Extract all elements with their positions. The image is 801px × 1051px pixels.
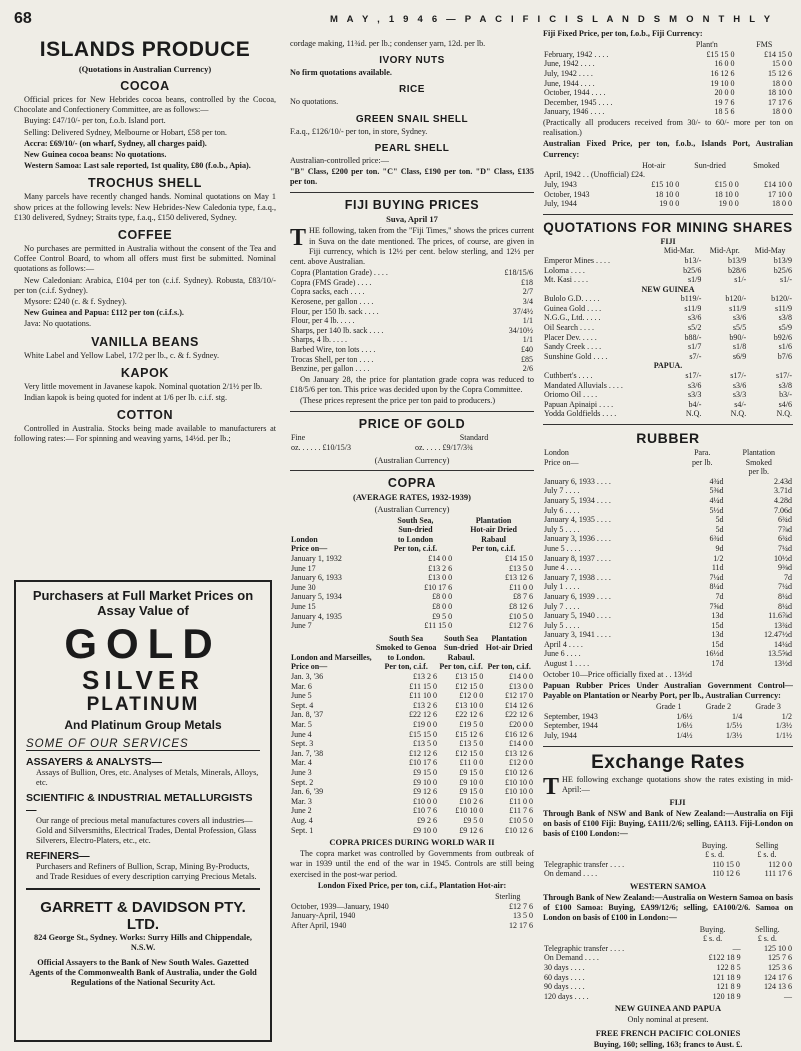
coffee-para: Java: No quotations. [24,319,92,329]
kapok-para: Indian kapok is being quoted for indent at 1/6 per lb. c.i.f. stg. [24,393,228,403]
exchange-ffp-para: Buying, 160; selling, 163; francs to Aust. £. [593,1039,743,1049]
ad-service-desc: Purchasers and Refiners of Bullion, Scrap, Mining By-Products, and Trade Residues of every description carrying Precious Metals. [36,862,257,881]
vanilla-heading: VANILLA BEANS [91,334,199,349]
fiji-para: (These prices represent the price per ton paid to producers.) [300,396,496,406]
aus-fixed-table [543,161,793,209]
table-row: April 4 . . . . 15d 14¼d [544,639,792,649]
column-islands-produce [14,38,276,446]
table-row: January, 1946 . . . . 18 5 6 18 0 0 [544,107,792,117]
ad-credentials: Official Assayers to the Bank of New South Wales. Gazetted Agents of the Commonwealth Bank of Australia, under the Gold Regulations of the National Security Act. [29,958,257,987]
green-snail-heading: GREEN SNAIL SHELL [355,113,469,125]
table-row: Benzine, per gallon . . . . 2/6 [291,364,533,374]
table-row: January 1, 1932 £14 0 0 £14 15 0 [291,553,533,563]
green-snail-para: F.a.q., £126/10/- per ton, in store, Sydney. [290,126,428,136]
table-row: January-April, 1940 13 5 0 [291,911,533,921]
table-row: February, 1942 . . . . £15 15 0 £14 15 0 [544,49,792,59]
table-row: July 7 . . . . 5⅜d 3.71d [544,486,792,496]
table-row: January 3, 1941 . . . . 13d 12.47½d [544,630,792,640]
table-row: January 8, 1937 . . . . 1/2 10½d [544,553,792,563]
table-row: January 3, 1936 . . . . 6¾d 6¾d [544,534,792,544]
gold-advertisement [14,580,272,1042]
table-row: January 4, 1935 . . . . 5d 6¾d [544,515,792,525]
table-row: Sept. 4 £13 2 6 £13 10 0 £14 12 6 [291,700,533,710]
cocoa-para: Official prices for New Hebrides cocoa beans, controlled by the Cocoa, Chocolate and Confectionery Committee, are as follows:— [14,95,276,115]
table-row: Copra (Plantation Grade) . . . . £18/15/6 [291,268,533,278]
table-header: London and Marseilles, to London. Rabaul. [291,652,475,662]
ad-service-heading: ASSAYERS & ANALYSTS— [26,756,162,768]
table-row: Sharps, per 140 lb. sack . . . . 34/10½ [291,325,533,335]
table-header: per lb. [748,467,769,477]
table-row: December, 1945 . . . . 19 7 6 17 17 6 [544,97,792,107]
table-row: June 15 £8 0 0 £8 12 6 [291,601,533,611]
table-row: Mar. 5 £19 0 0 £19 5 0 £20 0 0 [291,720,533,730]
table-row: Mandated Alluvials . . . . s3/6 s3/6 s3/8 [544,380,792,390]
table-row: Jan. 7, '38 £12 12 6 £12 15 0 £13 12 6 [291,748,533,758]
table-row: Oil Search . . . . s5/2 s5/5 s5/9 [544,323,792,333]
rubber-heading: RUBBER [636,430,700,447]
table-row: N.G.G., Ltd. . . . . s3/6 s3/6 s3/8 [544,313,792,323]
table-row: October, 1943 18 10 0 18 10 0 17 10 0 [544,189,792,199]
table-header: South Sea, Plantation [397,515,512,525]
page-number: 68 [14,10,32,27]
cocoa-para: New Guinea cocoa beans: No quotations. [24,150,167,160]
rice-para: No quotations. [290,97,339,107]
fiji-fixed-table [543,40,793,117]
rubber-table [543,448,793,669]
fiji-buying-sub: Suva, April 17 [386,214,438,225]
exchange-fiji: FIJI [669,797,686,808]
table-row: Sept. 1 £9 10 0 £9 12 6 £10 12 6 [291,825,533,835]
cotton-para: Controlled in Australia. Stocks being made available to manufacturers at following rates:— For spinning and weaving yarns, 14½d. per lb.; [14,424,276,444]
table-section: FIJI [660,236,676,246]
copra-war-heading: COPRA PRICES DURING WORLD WAR II [329,837,495,848]
copra-table-1932 [290,516,534,631]
table-row: June 30 £10 17 6 £11 0 0 [291,582,533,592]
table-row: July 6 . . . . 5½d 7.06d [544,505,792,515]
table-header: South Sea South Sea Plantation [389,633,527,643]
table-row: Trocas Shell, per ton . . . . £85 [291,354,533,364]
exchange-ngp: NEW GUINEA AND PAPUA [614,1003,722,1014]
table-row: Mt. Kasi . . . . s1/9 s1/- s1/- [544,275,792,285]
table-row: July, 1942 . . . . 16 12 6 15 12 6 [544,68,792,78]
exchange-ngp-para: Only nominal at present. [627,1015,709,1025]
table-row: Yodda Goldfields . . . . N.Q. N.Q. N.Q. [544,409,792,419]
fiji-buying-heading: FIJI BUYING PRICES [344,198,480,213]
table-row: June, 1944 . . . . 19 10 0 18 0 0 [544,78,792,88]
coffee-para: No purchases are permitted in Australia without the consent of the Tea and Coffee Control Board, to whom all offers must first be submitted. Nominal quotations as follows:— [14,244,276,274]
column-right [543,28,793,1051]
coffee-para: New Caledonian: Arabica, £104 per ton (c.i.f. Sydney). Robusta, £83/10/- per ton (c.i.f. Sydney). [14,275,276,295]
table-row: On demand . . . . 110 12 6 111 17 6 [544,869,792,879]
cocoa-para: Selling: Delivered Sydney, Melbourne or Hobart, £58 per ton. [24,127,227,137]
vanilla-para: White Label and Yellow Label, 17/2 per lb., c. & f. Sydney. [24,350,220,360]
table-header: Buying. Selling [701,840,779,850]
table-header: Price on— Per ton, c.i.f. Per ton, c.i.f. [291,544,516,554]
exchange-ws: WESTERN SAMOA [629,881,707,892]
table-section: NEW GUINEA [641,284,695,294]
table-row: Papuan Apinaipi . . . . b4/- s4/- s4/6 [544,399,792,409]
table-row: Sunshine Gold . . . . s7/- s6/9 b7/6 [544,351,792,361]
ad-service-desc: Assays of Bullion, Ores, etc. Analyses of Metals, Minerals, Alloys, etc. [36,768,259,787]
table-row: July 1 . . . . 8¼d 7¼d [544,582,792,592]
pearl-heading: PEARL SHELL [374,142,450,154]
ad-services-heading: SOME OF OUR SERVICES [26,738,260,751]
table-row: June 17 £13 2 6 £13 5 0 [291,563,533,573]
section-title: ISLANDS PRODUCE [39,38,251,61]
table-row: June 6 . . . . 16½d 13.5⅝d [544,649,792,659]
coffee-heading: COFFEE [117,228,173,243]
kapok-heading: KAPOK [120,365,170,380]
table-row: June 3 £9 15 0 £9 15 0 £10 12 6 [291,768,533,777]
table-row: Telegraphic transfer . . . . — 125 10 0 [544,943,792,953]
table-header: London Para. Plantation [544,448,775,458]
table-row: June 4 . . . . 11d 9⅜d [544,563,792,573]
cocoa-para: Western Samoa: Last sale reported, 1st quality, £80 (f.o.b., Apia). [24,161,251,171]
table-row: Cuthbert's . . . . s17/- s17/- s17/- [544,371,792,381]
table-row: Barbed Wire, ton lots . . . . £40 [291,344,533,354]
copra-table-1936 [290,634,534,835]
ivory-para: No firm quotations available. [290,68,392,78]
table-header: Plant'n FMS [695,40,773,50]
gold-price-table: Fine Standard oz. . . . . . £10/15/3 oz. . . . . £9/17/3¾ [291,433,489,452]
table-row: January 6, 1933 . . . . 4¾d 2.43d [544,476,792,486]
table-row: 60 days . . . . 121 18 9 124 17 6 [544,972,792,982]
table-row: July 5 . . . . 5d 7⅞d [544,524,792,534]
table-row: July 7 . . . . 7⅝d 8¼d [544,601,792,611]
fiji-fixed-heading: Fiji Fixed Price, per ton, f.o.b., Fiji Currency: [543,29,703,38]
table-row: On Demand . . . . £122 18 9 125 7 6 [544,953,792,963]
table-header: Sterling [495,891,521,901]
table-row: Mar. 3 £10 0 0 £10 2 6 £11 0 0 [291,796,533,806]
ad-headline: Purchasers at Full Market Prices on Assay Value of [32,588,254,618]
table-header: Hot-air Sun-dried Smoked [642,160,780,170]
table-header: Grade 1 Grade 2 Grade 3 [655,702,781,712]
table-row: January 4, 1935 £9 5 0 £10 5 0 [291,611,533,621]
ad-service-heading: SCIENTIFIC & INDUSTRIAL METALLURGISTS— [26,792,253,816]
table-row: October, 1939—January, 1940 £12 7 6 [291,901,533,911]
table-row: Flour, per 4 lb. . . . . 1/1 [291,316,533,326]
table-header: Mid-Mar. Mid-Apr. Mid-May [663,246,786,256]
table-row: Emperor Mines . . . . b13/- b13/9 b13/9 [544,255,792,265]
cotton-heading: COTTON [116,408,174,423]
aus-fixed-heading: Australian Fixed Price, per ton, f.o.b., Islands Port, Australian Currency: [543,139,793,159]
table-row: Sept. 3 £13 5 0 £13 5 0 £14 0 0 [291,739,533,749]
table-header: London to London Rabaul [291,534,506,544]
ad-service-desc: Our range of precious metal manufactures covers all industries—Gold and Silversmiths, Electrical Trades, Dental Profession, Glass Silverers, Electro-Platers, etc., etc. [36,816,257,845]
ad-firm-name: GARRETT & DAVIDSON PTY. LTD. [40,899,246,933]
table-row: 90 days . . . . 121 8 9 124 13 6 [544,982,792,992]
ad-silver: SILVER [82,665,204,695]
pearl-para: "B" Class, £200 per ton. "C" Class, £190 per ton. "D" Class, £135 per ton. [290,167,534,187]
table-header: Price on— Per ton, c.i.f. Per ton, c.i.f. Per ton, c.i.f. [291,662,531,672]
copra-heading: COPRA [387,475,437,490]
table-row: Flour, per 150 lb. sack . . . . 37/4½ [291,306,533,316]
mining-heading: QUOTATIONS FOR MINING SHARES [543,219,793,235]
rubber-oct: October 10—Price officially fixed at . . 13½d [543,669,693,679]
table-row: September, 1943 1/6½ 1/4 1/2 [544,711,792,721]
copra-war-para: The copra market was controlled by Governments from outbreak of war in 1939 until the end of the war in 1945. Controls are still being exercised in the post-war period. [290,849,534,879]
table-row: Mar. 6 £11 15 0 £12 15 0 £13 0 0 [291,681,533,691]
cocoa-para: Accra: £69/10/- (on wharf, Sydney, all charges paid). [24,138,207,148]
cocoa-para: Buying: £47/10/- per ton, f.o.b. Island port. [24,116,166,126]
table-header: Smoked to Genoa Sun-dried Hot-air Dried [375,643,533,653]
cordage-para: cordage making, 11¾d. per lb.; condenser yarn, 12d. per lb. [290,39,486,48]
exchange-heading: Exchange Rates [591,751,745,773]
table-row: June 5 . . . . 9d 7¼d [544,543,792,553]
exchange-ws-para: Through Bank of New Zealand:—Australia on Western Samoa on basis of £100 Samoa: Buying, £A99/12/6; selling, £A100/2/6. Samoa on London on basis of £100 in London:— [543,893,793,923]
table-header: Buying. Selling. [699,924,780,934]
table-row: July, 1943 £15 10 0 £15 0 0 £14 10 0 [544,179,792,189]
exchange-ws-table [543,925,793,1002]
table-header: Sun-dried Hot-air Dried [398,525,517,535]
table-header: £ s. d. £ s. d. [703,934,777,944]
exchange-fiji-table [543,841,793,879]
table-row: Telegraphic transfer . . . . 110 15 0 112 0 0 [544,859,792,869]
exchange-ffp: FREE FRENCH PACIFIC COLONIES [595,1027,741,1038]
table-row: August 1 . . . . 17d 13½d [544,659,792,669]
table-row: Copra sacks, each . . . . 2/7 [291,287,533,297]
table-row: January 6, 1933 £13 0 0 £13 12 6 [291,573,533,583]
table-row: July, 1944 1/4½ 1/3½ 1/1½ [544,731,792,741]
copra-london-heading: London Fixed Price, per ton, c.i.f., Plantation Hot-air: [317,880,507,890]
table-row: October, 1944 . . . . 20 0 0 18 10 0 [544,88,792,98]
trochus-heading: TROCHUS SHELL [87,176,203,191]
table-row: Aug. 4 £9 2 6 £9 5 0 £10 5 0 [291,815,533,825]
gold-currency: (Australian Currency) [374,454,450,465]
table-row: January 5, 1940 . . . . 13d 11.6⅞d [544,611,792,621]
table-row: April, 1942 . . (Unofficial) £24. [544,170,645,180]
table-row: Copra (FMS Grade) . . . . £18 [291,277,533,287]
rubber-papuan-table [543,702,793,740]
table-row: July, 1944 19 0 0 19 0 0 18 0 0 [544,199,792,209]
rice-heading: RICE [399,84,425,96]
coffee-para: New Guinea and Papua: £112 per ton (c.i.f.s.). [24,308,184,318]
fiji-fixed-note: (Practically all producers received from 30/- to 60/- more per ton on realisation.) [543,117,793,138]
table-row: Loloma . . . . b25/6 b28/6 b25/6 [544,265,792,275]
table-row: January 5, 1934 . . . . 4¼d 4.28d [544,495,792,505]
table-row: June, 1942 . . . . 16 0 0 15 0 0 [544,59,792,69]
subtitle: (Quotations in Australian Currency) [78,64,212,74]
table-row: Sept. 2 £9 10 0 £9 10 0 £10 10 0 [291,777,533,787]
table-row: 120 days . . . . 120 18 9 — [544,991,792,1001]
gold-price-heading: PRICE OF GOLD [358,417,466,432]
rubber-papuan-heading: Papuan Rubber Prices Under Australian Government Control—Payable on Plantation or Nearby Port, per lb., Australian Currency: [543,680,793,701]
fiji-intro: THE following, taken from the "Fiji Times," shows the prices current in Suva on the date mentioned. The prices, of course, are given in Fiji currency, which is 12½ per cent. below sterling, and 12½ per cent. above Australian. [290,225,534,267]
ad-platinum-group: And Platinum Group Metals [64,718,222,732]
table-row: January 5, 1934 £8 0 0 £8 7 6 [291,592,533,602]
table-row: Sandy Creek . . . . s1/7 s1/8 s1/6 [544,342,792,352]
kapok-para: Very little movement in Javanese kapok. Nominal quotation 2/1½ per lb. [24,381,263,391]
ad-gold: GOLD [64,620,222,667]
fiji-para: On January 28, the price for plantation grade copra was reduced to £18/5/6 per ton. This price was decided upon by the Copra Committee. [290,374,534,394]
table-row: June 2 £10 7 6 £10 10 0 £11 7 6 [291,806,533,816]
table-row: After April, 1940 12 17 6 [291,920,533,930]
running-head: M A Y , 1 9 4 6 — P A C I F I C I S L A N D S M O N T H L Y [330,14,774,25]
table-row: Jan. 3, '36 £13 2 6 £13 15 0 £14 0 0 [291,672,533,682]
table-row: Oriomo Oil . . . . s3/3 s3/3 b3/- [544,390,792,400]
table-row: Placer Dev. . . . . b88/- b90/- b92/6 [544,332,792,342]
copra-war-table [290,892,534,930]
pearl-para: Australian-controlled price:— [290,155,389,165]
exchange-fiji-para: Through Bank of NSW and Bank of New Zealand:—Australia on Fiji on basis of £100 Fiji: Buying, £A111/2/6; selling, £A113. Fiji-London on basis of £100 London:— [543,809,793,839]
table-row: Jan. 8, '37 £22 12 6 £22 12 6 £22 12 6 [291,710,533,720]
table-row: Mar. 4 £10 17 6 £11 0 0 £12 0 0 [291,758,533,768]
ad-platinum: PLATINUM [86,694,200,715]
table-row: July 5 . . . . 15d 13¾d [544,620,792,630]
fiji-prices-table [290,268,534,374]
table-header: £ s. d. £ s. d. [705,850,777,860]
ad-service-heading: REFINERS— [26,850,90,862]
mining-table [543,237,793,419]
table-row: June 5 £11 10 0 £12 0 0 £12 17 0 [291,691,533,701]
table-row: June 7 £11 15 0 £12 7 6 [291,621,533,631]
ad-address: 824 George St., Sydney. Works: Surry Hills and Chippendale, N.S.W. [34,933,252,952]
table-row: Guinea Gold . . . . s11/9 s11/9 s11/9 [544,303,792,313]
column-middle [290,38,534,930]
copra-currency: (Australian Currency) [374,503,450,514]
table-section: PAPUA. [653,361,683,371]
table-row: Kerosene, per gallon . . . . 3/4 [291,297,533,307]
table-row: Sharps, 4 lb. . . . . 1/1 [291,335,533,345]
coffee-para: Mysore: £240 (c. & f. Sydney). [24,297,127,307]
table-row: January 6, 1939 . . . . 7d 8¼d [544,591,792,601]
copra-sub: (AVERAGE RATES, 1932-1939) [353,491,471,502]
exchange-intro: THE following exchange quotations show the rates existing in mid-April:— [543,773,793,800]
trochus-para: Many parcels have recently changed hands. Nominal quotations on May 1 show prices at the following levels: New Hebrides-New Caledonia type, f.a.q., £130 delivered, Sydney; Straits type, f.a.q., £150 delivered, Sydney. [14,192,276,222]
table-row: June 4 £15 15 0 £15 12 6 £16 12 6 [291,729,533,739]
table-header: Price on— per lb. Smoked [544,457,772,467]
table-row: 30 days . . . . 122 8 5 125 3 6 [544,963,792,973]
cocoa-heading: COCOA [120,79,170,93]
table-row: January 7, 1938 . . . . 7¼d 7d [544,572,792,582]
table-row: Jan. 6, '39 £9 12 6 £9 15 0 £10 10 0 [291,787,533,797]
table-row: September, 1944 1/6½ 1/5½ 1/3½ [544,721,792,731]
table-row: Bulolo G.D. . . . . b119/- b120/- b120/- [544,294,792,304]
ivory-heading: IVORY NUTS [379,55,445,67]
